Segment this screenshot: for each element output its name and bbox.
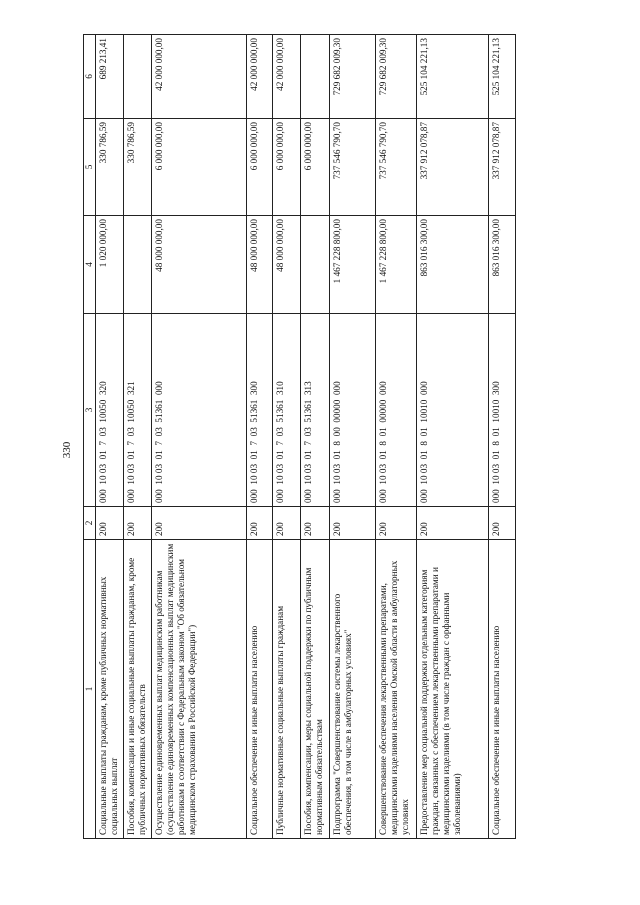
row-name-cell: Социальное обеспечение и иные выплаты населению bbox=[488, 540, 515, 839]
table-row bbox=[300, 35, 329, 839]
header-cell: 5 bbox=[84, 119, 96, 216]
header-cell: 1 bbox=[84, 540, 96, 839]
row-amount-cell: 48 000 000,00 bbox=[151, 216, 246, 314]
row-amount-cell: 689 213,41 bbox=[96, 35, 124, 119]
table-row bbox=[151, 35, 246, 839]
row-amount-cell: 337 912 078,87 bbox=[488, 119, 515, 216]
row-amount-cell: 1 467 228 800,00 bbox=[329, 216, 375, 314]
row-code-cell: 200 bbox=[375, 507, 416, 540]
row-amount-cell: 6 000 000,00 bbox=[151, 119, 246, 216]
budget-table-rotated bbox=[83, 35, 553, 839]
header-cell: 4 bbox=[84, 216, 96, 314]
header-cell: 3 bbox=[84, 314, 96, 507]
row-amount-cell bbox=[300, 216, 329, 314]
row-name-cell: Осуществление единовременных выплат медицинским работникам (осуществление единовременных компенсационных выплат медицинским работникам в соответствии с Федеральным законом "Об обязательном медицинском страховании в Российской Федерации") bbox=[151, 540, 246, 839]
table-row bbox=[416, 35, 488, 839]
budget-table bbox=[83, 34, 516, 839]
row-code-cell: 200 bbox=[123, 507, 151, 540]
row-amount-cell: 1 467 228 800,00 bbox=[375, 216, 416, 314]
row-amount-cell: 42 000 000,00 bbox=[272, 35, 300, 119]
row-code-cell: 200 bbox=[488, 507, 515, 540]
table-row bbox=[375, 35, 416, 839]
table-row bbox=[488, 35, 515, 839]
row-classification-code-cell: 000 10 03 01 8 00 00000 000 bbox=[329, 314, 375, 507]
row-amount-cell: 729 682 009,30 bbox=[329, 35, 375, 119]
table-row bbox=[272, 35, 300, 839]
row-amount-cell bbox=[123, 216, 151, 314]
row-classification-code-cell: 000 10 03 01 8 01 00000 000 bbox=[375, 314, 416, 507]
row-name-cell: Подпрограмма "Совершенствование системы лекарственного обеспечения, в том числе в амбулаторных условиях" bbox=[329, 540, 375, 839]
row-amount-cell bbox=[123, 35, 151, 119]
row-name-cell: Предоставление мер социальной поддержки отдельным категориям граждан, связанных с обеспечением лекарственными препаратами и медицинскими изделиями (в том числе граждан с орфанными заболеваниями) bbox=[416, 540, 488, 839]
table-row bbox=[96, 35, 124, 839]
row-amount-cell: 6 000 000,00 bbox=[246, 119, 272, 216]
row-code-cell: 200 bbox=[416, 507, 488, 540]
row-amount-cell: 330 786,59 bbox=[96, 119, 124, 216]
header-cell: 6 bbox=[84, 35, 96, 119]
row-amount-cell: 330 786,59 bbox=[123, 119, 151, 216]
row-name-cell: Совершенствование обеспечения лекарственными препаратами, медицинскими изделиями населения Омской области в амбулаторных условиях bbox=[375, 540, 416, 839]
page-number: 330 bbox=[61, 441, 73, 459]
row-amount-cell: 863 016 300,00 bbox=[416, 216, 488, 314]
row-amount-cell: 48 000 000,00 bbox=[246, 216, 272, 314]
row-amount-cell: 6 000 000,00 bbox=[300, 119, 329, 216]
row-classification-code-cell: 000 10 03 01 8 01 10010 300 bbox=[488, 314, 515, 507]
row-amount-cell: 525 104 221,13 bbox=[416, 35, 488, 119]
table-row bbox=[329, 35, 375, 839]
row-code-cell: 200 bbox=[246, 507, 272, 540]
row-amount-cell: 42 000 000,00 bbox=[151, 35, 246, 119]
row-name-cell: Пособия, компенсации и иные социальные выплаты гражданам, кроме публичных нормативных обязательств bbox=[123, 540, 151, 839]
row-name-cell: Пособия, компенсации, меры социальной поддержки по публичным нормативным обязательствам bbox=[300, 540, 329, 839]
header-cell: 2 bbox=[84, 507, 96, 540]
row-name-cell: Социальные выплаты гражданам, кроме публичных нормативных социальных выплат bbox=[96, 540, 124, 839]
row-amount-cell bbox=[300, 35, 329, 119]
row-name-cell: Публичные нормативные социальные выплаты гражданам bbox=[272, 540, 300, 839]
row-amount-cell: 6 000 000,00 bbox=[272, 119, 300, 216]
row-classification-code-cell: 000 10 03 01 7 03 51361 313 bbox=[300, 314, 329, 507]
row-classification-code-cell: 000 10 03 01 7 03 10050 321 bbox=[123, 314, 151, 507]
row-classification-code-cell: 000 10 03 01 7 03 51361 300 bbox=[246, 314, 272, 507]
row-amount-cell: 737 546 790,70 bbox=[329, 119, 375, 216]
row-code-cell: 200 bbox=[151, 507, 246, 540]
header-row bbox=[84, 35, 96, 839]
row-code-cell: 200 bbox=[300, 507, 329, 540]
table-row bbox=[123, 35, 151, 839]
row-amount-cell: 48 000 000,00 bbox=[272, 216, 300, 314]
row-amount-cell: 1 020 000,00 bbox=[96, 216, 124, 314]
row-amount-cell: 337 912 078,87 bbox=[416, 119, 488, 216]
table-row bbox=[246, 35, 272, 839]
row-classification-code-cell: 000 10 03 01 7 03 51361 310 bbox=[272, 314, 300, 507]
row-code-cell: 200 bbox=[329, 507, 375, 540]
row-amount-cell: 729 682 009,30 bbox=[375, 35, 416, 119]
row-classification-code-cell: 000 10 03 01 8 01 10010 000 bbox=[416, 314, 488, 507]
row-amount-cell: 863 016 300,00 bbox=[488, 216, 515, 314]
row-name-cell: Социальное обеспечение и иные выплаты населению bbox=[246, 540, 272, 839]
row-classification-code-cell: 000 10 03 01 7 03 51361 000 bbox=[151, 314, 246, 507]
row-code-cell: 200 bbox=[96, 507, 124, 540]
row-amount-cell: 737 546 790,70 bbox=[375, 119, 416, 216]
row-amount-cell: 525 104 221,13 bbox=[488, 35, 515, 119]
row-classification-code-cell: 000 10 03 01 7 03 10050 320 bbox=[96, 314, 124, 507]
row-amount-cell: 42 000 000,00 bbox=[246, 35, 272, 119]
row-code-cell: 200 bbox=[272, 507, 300, 540]
